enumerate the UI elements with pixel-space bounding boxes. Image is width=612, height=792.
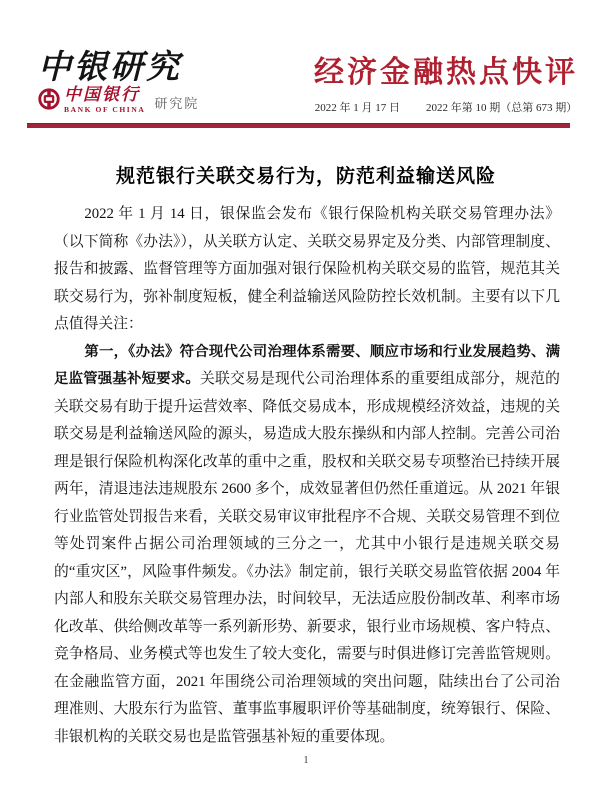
paragraph-1-text: 2022 年 1 月 14 日，银保监会发布《银行保险机构关联交易管理办法》（以下简称《办法》），从关联方认定、关联交易界定及分类、内部管理制度、报告和披露、监督管理等方面加强对银行保险机构关联交易的监管，规范其关联交易行为，弥补制度短板，健全利益输送风险防控长效机制。主要有以下几点值得关注： bbox=[54, 206, 560, 332]
publication-meta bbox=[314, 99, 578, 115]
zhongyin-yanjiu-calligraphy: 中银研究 bbox=[38, 47, 182, 86]
article-body bbox=[54, 201, 560, 751]
logo-block bbox=[38, 48, 199, 114]
bank-logo-row bbox=[38, 87, 199, 114]
paragraph-2-lead-bold: 第一，《办法》符合现代公司治理体系需要、顺应市场和行业发展趋势、满足监管强基补短要求。 bbox=[54, 343, 560, 387]
bank-name-cn: 中国银行 bbox=[64, 85, 140, 105]
bank-names bbox=[64, 87, 145, 114]
publication-title: 经济金融热点快评 bbox=[314, 56, 578, 89]
publication-issue: 2022 年第 10 期（总第 673 期） bbox=[426, 102, 578, 114]
publication-block bbox=[314, 56, 578, 115]
page-number: 1 bbox=[303, 755, 309, 766]
paragraph-1 bbox=[54, 201, 560, 339]
bank-name-en: BANK OF CHINA bbox=[64, 105, 146, 114]
paragraph-2-text: 关联交易是现代公司治理体系的重要组成部分，规范的关联交易有助于提升运营效率、降低交易成本，形成规模经济效益，违规的关联交易是利益输送风险的源头，易造成大股东操纵和内部人控制。完善公司治理是银行保险机构深化改革的重中之重，股权和关联交易专项整治已持续开展两年，清退违法违规股东 2600 多个，成效显著但仍然任重道远。从 2021 年银行业监管处罚报告来看，关联交易审议审批程序不合规、关联交易管理不到位等处罚案件占据公司治理领域的三分之一，尤其中小银行是违规关联交易的“重灾区”，风险事件频发。《办法》制定前，银行关联交易监管依据 2004 年内部人和股东关联交易管理办法，时间较早，无法适应股份制改革、利率市场化改革、供给侧改革等一系列新形势、新要求，银行业市场规模、客户特点、竞争格局、业务模式等也发生了较大变化，需要与时俱进修订完善监管规则。在金融监管方面，2021 年围绕公司治理领域的突出问题，陆续出台了公司治理准则、大股东行为监管、董事监事履职评价等基础制度，统筹银行、保险、非银机构的关联交易也是监管强基补短的重要体现。 bbox=[54, 371, 560, 745]
paragraph-2 bbox=[54, 339, 560, 752]
publication-date: 2022 年 1 月 17 日 bbox=[314, 102, 400, 114]
boc-emblem-icon bbox=[38, 88, 60, 110]
masthead-rule bbox=[27, 123, 570, 128]
institute-label: 研究院 bbox=[154, 96, 200, 111]
article-title: 规范银行关联交易行为，防范利益输送风险 bbox=[115, 166, 496, 187]
